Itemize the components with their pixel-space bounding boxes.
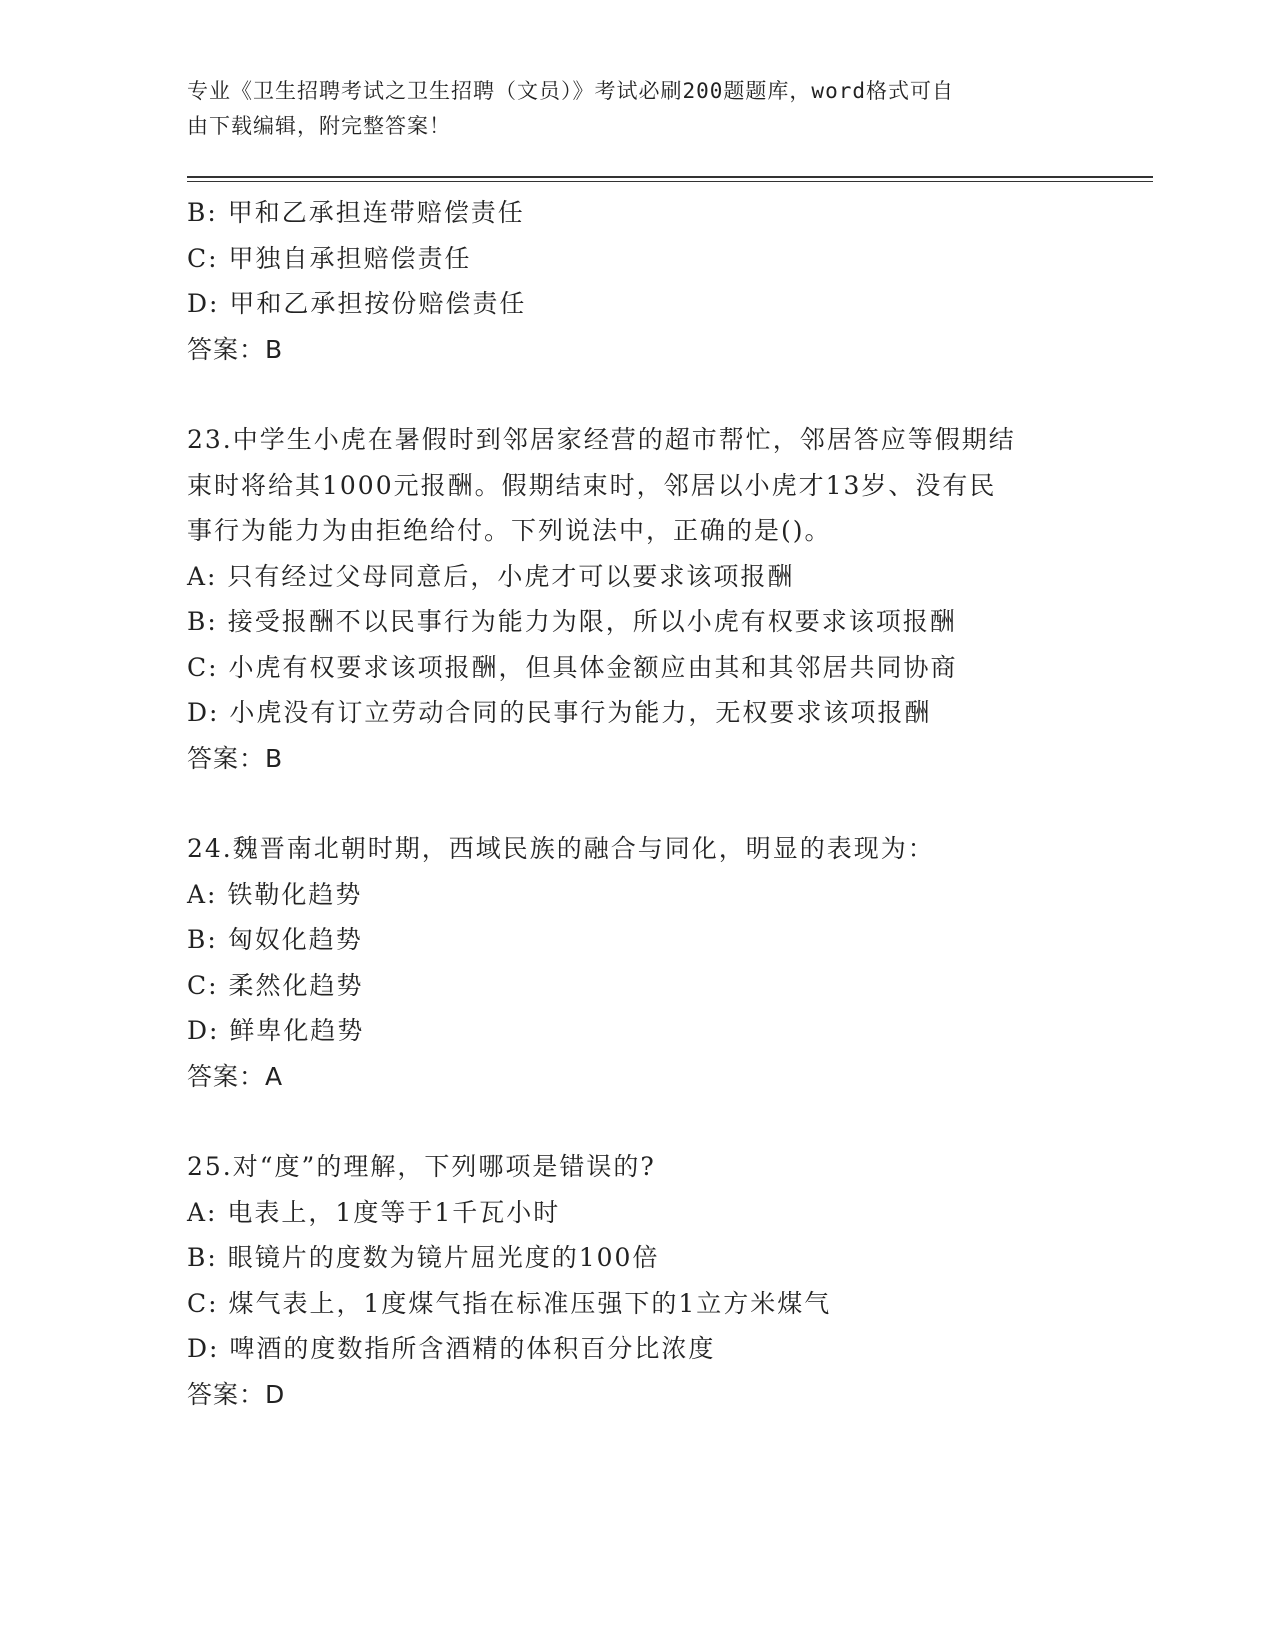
spacer xyxy=(187,1099,1107,1144)
answer-line: 答案：A xyxy=(187,1061,284,1091)
option-b: B: 匈奴化趋势 xyxy=(187,925,363,954)
option-b: B: 眼镜片的度数为镜片屈光度的100倍 xyxy=(187,1243,660,1272)
option-d: D: 甲和乙承担按份赔偿责任 xyxy=(187,289,527,318)
header-line-2: 由下载编辑，附完整答案！ xyxy=(187,114,451,138)
question-22-continuation xyxy=(187,190,1107,372)
option-c: C: 小虎有权要求该项报酬，但具体金额应由其和其邻居共同协商 xyxy=(187,652,958,682)
option-a: A: 只有经过父母同意后，小虎才可以要求该项报酬 xyxy=(187,561,795,591)
question-list xyxy=(187,190,1107,1417)
option-a: A: 铁勒化趋势 xyxy=(187,879,363,909)
document-header xyxy=(187,74,1087,144)
spacer xyxy=(187,372,1107,417)
spacer xyxy=(187,781,1107,826)
answer-line: 答案：B xyxy=(187,743,284,773)
question-stem-line: 25.对“度”的理解，下列哪项是错误的? xyxy=(187,1152,656,1181)
question-stem-line: 23.中学生小虎在暑假时到邻居家经营的超市帮忙，邻居答应等假期结 xyxy=(187,425,1016,454)
option-c: C: 柔然化趋势 xyxy=(187,970,364,1000)
option-d: D: 小虎没有订立劳动合同的民事行为能力，无权要求该项报酬 xyxy=(187,698,932,727)
header-divider-thin xyxy=(187,181,1153,182)
option-b: B: 甲和乙承担连带赔偿责任 xyxy=(187,198,525,227)
header-divider-thick xyxy=(187,176,1153,178)
option-c: C: 煤气表上，1度煤气指在标准压强下的1立方米煤气 xyxy=(187,1288,832,1318)
option-d: D: 啤酒的度数指所含酒精的体积百分比浓度 xyxy=(187,1334,716,1363)
option-b: B: 接受报酬不以民事行为能力为限，所以小虎有权要求该项报酬 xyxy=(187,607,957,636)
question-25 xyxy=(187,1144,1107,1417)
option-d: D: 鲜卑化趋势 xyxy=(187,1016,365,1045)
answer-line: 答案：B xyxy=(187,334,284,364)
option-c: C: 甲独自承担赔偿责任 xyxy=(187,243,472,273)
question-stem-line: 束时将给其1000元报酬。假期结束时，邻居以小虎才13岁、没有民 xyxy=(187,470,997,500)
option-a: A: 电表上，1度等于1千瓦小时 xyxy=(187,1197,561,1227)
header-line-1: 专业《卫生招聘考试之卫生招聘（文员）》考试必刷200题题库，word格式可自 xyxy=(187,79,954,103)
question-stem-line: 事行为能力为由拒绝给付。下列说法中，正确的是()。 xyxy=(187,516,832,545)
question-stem-line: 24.魏晋南北朝时期，西域民族的融合与同化，明显的表现为： xyxy=(187,834,935,863)
question-23 xyxy=(187,417,1107,781)
answer-line: 答案：D xyxy=(187,1379,286,1409)
question-24 xyxy=(187,826,1107,1099)
